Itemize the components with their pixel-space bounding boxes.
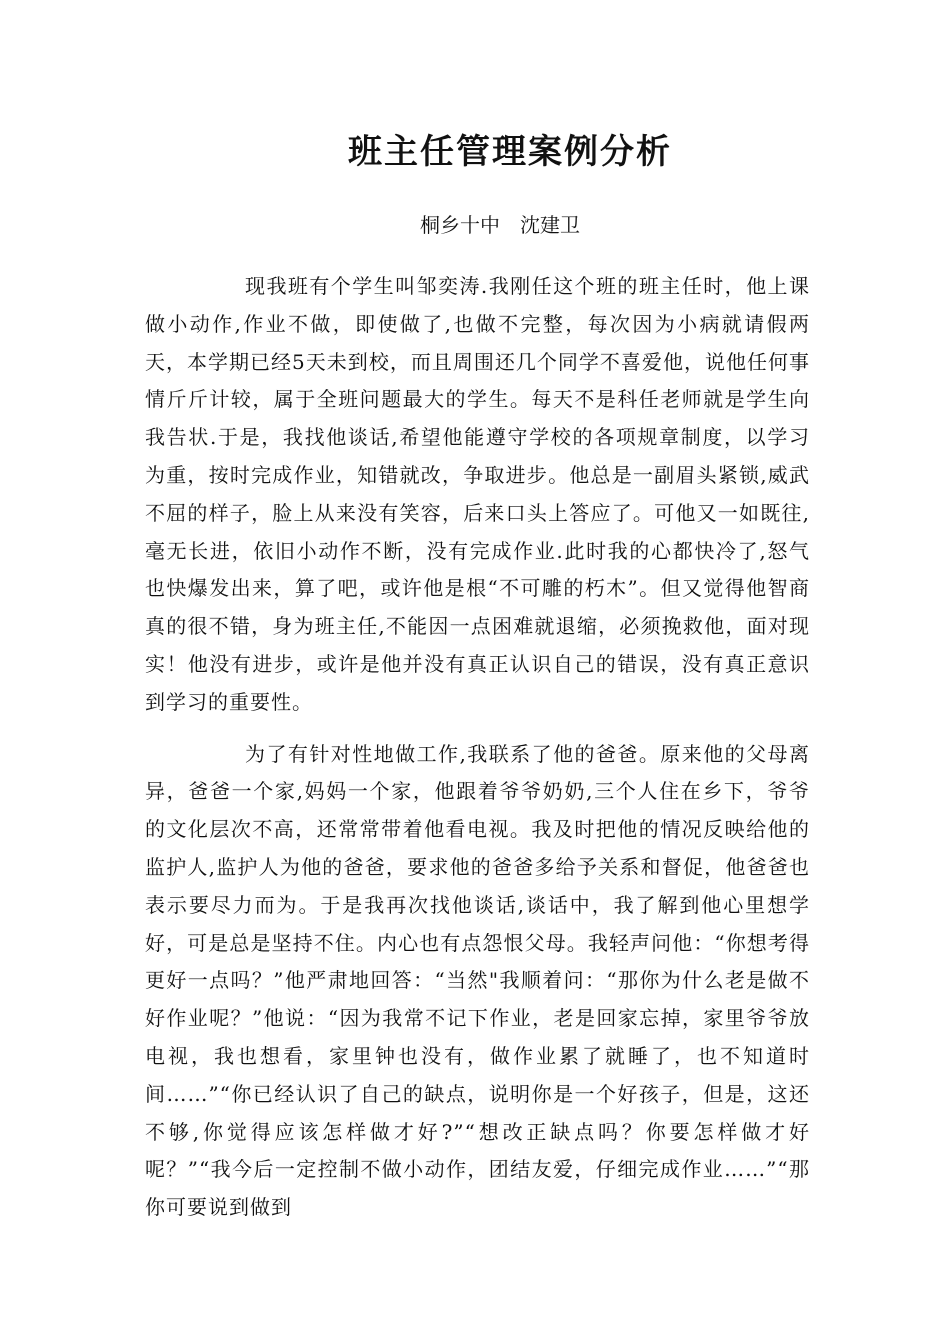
- paragraph: 为了有针对性地做工作,我联系了他的爸爸。原来他的父母离异，爸爸一个家,妈妈一个家，他跟着爷爷奶奶,三个人住在乡下，爷爷的文化层次不高，还常常带着他看电视。我及时把他的情况反映给他的监护人,监护人为他的爸爸，要求他的爸爸多给予关系和督促，他爸爸也表示要尽力而为。于是我再次找他谈话,谈话中，我了解到他心里想学好，可是总是坚持不住。内心也有点怨恨父母。我轻声问他：“你想考得更好一点吗？”他严肃地回答：“当然"我顺着问：“那你为什么老是做不好作业呢？”他说：“因为我常不记下作业，老是回家忘掉，家里爷爷放电视，我也想看，家里钟也没有，做作业累了就睡了，也不知道时间……”“你已经认识了自己的缺点，说明你是一个好孩子，但是，这还不够,你觉得应该怎样做才好?”“想改正缺点吗？你要怎样做才好呢？”“我今后一定控制不做小动作，团结友爱，仔细完成作业……”“那你可要说到做到: [145, 741, 810, 1220]
- document-title: 班主任管理案例分析: [348, 132, 672, 172]
- author-byline: 桐乡十中 沈建卫: [420, 213, 580, 237]
- document-body: [145, 268, 810, 1227]
- paragraph: 现我班有个学生叫邹奕涛.我刚任这个班的班主任时，他上课做小动作,作业不做，即使做了,也做不完整，每次因为小病就请假两天，本学期已经5天未到校，而且周围还几个同学不喜爱他，说他任何事情斤斤计较，属于全班问题最大的学生。每天不是科任老师就是学生向我告状.于是，我找他谈话,希望他能遵守学校的各项规章制度，以学习为重，按时完成作业，知错就改，争取进步。他总是一副眉头紧锁,威武不屈的样子，脸上从来没有笑容，后来口头上答应了。可他又一如既往,毫无长进，依旧小动作不断，没有完成作业.此时我的心都快冷了,怒气也快爆发出来，算了吧，或许他是根“不可雕的朽木”。但又觉得他智商真的很不错，身为班主任,不能因一点困难就退缩，必须挽救他，面对现实！他没有进步，或许是他并没有真正认识自己的错误，没有真正意识到学习的重要性。: [145, 274, 810, 714]
